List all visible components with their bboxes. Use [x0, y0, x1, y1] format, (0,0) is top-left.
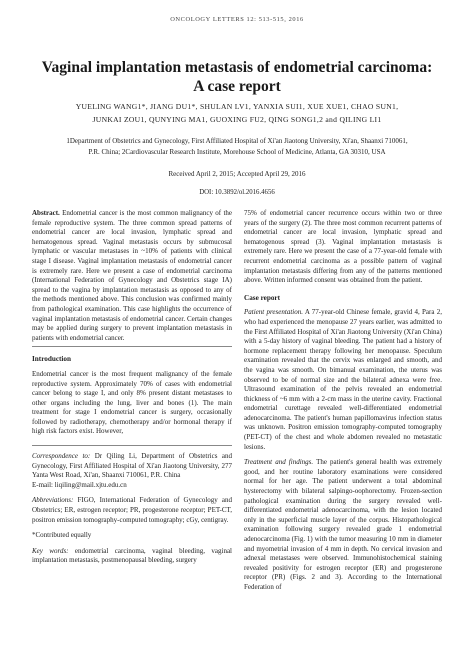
abbreviations-label: Abbreviations:: [32, 496, 74, 505]
affiliation-line-2: P.R. China; 2Cardiovascular Research Institute, Morehouse School of Medicine, Atlanta, GA 30310, USA: [88, 147, 386, 156]
paper-title: [40, 58, 434, 96]
introduction-text: Endometrial cancer is the most frequent malignancy of the female reproductive system. Approximately 70% of cases with endometrial cancer belong to stage I, and only 8% present distant metastases to other organs including the lung, liver and bones (1). The main treatment for stage I endometrial cancer is surgery, occasionally followed by radiotherapy, chemotherapy and/or hormonal therapy if high risk factors exist. However,: [32, 369, 232, 436]
correspondence-note: [32, 452, 232, 490]
affiliation-line-1: 1Department of Obstetrics and Gynecology, First Affiliated Hospital of Xi'an Jiaotong University, Xi'an, Shaanxi 710061,: [66, 137, 408, 145]
keywords-note: [32, 547, 232, 566]
abbreviations-text: FIGO, International Federation of Gynecology and Obstetrics; ER, estrogen receptor; PR, progesterone receptor; PET-CT, positron emission tomography-computed tomography; cGy, centigray.: [32, 496, 233, 524]
patient-presentation-paragraph: [244, 308, 442, 452]
keywords-text: endometrial carcinoma, vaginal bleeding, vaginal implantation metastasis, postmenopausal bleeding, surgery: [32, 546, 232, 565]
journal-running-header: ONCOLOGY LETTERS 12: 513-515, 2016: [170, 16, 304, 23]
author-line-2: JUNKAI ZOU1, QUNYING MA1, GUOXING FU2, QING SONG1,2 and QILING LI1: [92, 115, 382, 124]
patient-presentation-text: A 77-year-old Chinese female, gravid 4, Para 2, who had experienced the menopause 27 years earlier, was admitted to the First Affiliated Hospital of Xi'an Jiaotong University (Xi'an China) with a 5-day history of vaginal bleeding. The patient had a history of hormone replacement therapy following her menopause. Speculum examination revealed that the cervix was enlarged and smooth, and the vagina was smooth. On bimanual examination, the uterus was observed to be of normal size and the bilateral adnexa were free. Ultrasound examination of the pelvis revealed an endometrial thickness of ~6 mm with a 2-cm mass in the uterine cavity. Fractional endometrial curettage revealed well-differentiated endometrial adenocarcinoma. The patient's human papillomavirus infection status was unknown. Positron emission tomography-computed tomography (PET-CT) of the chest and whole abdomen revealed no metastatic lesions.: [244, 308, 442, 451]
patient-presentation-label: Patient presentation.: [244, 308, 303, 317]
right-column: [244, 209, 442, 593]
case-report-heading: Case report: [244, 293, 280, 302]
correspondence-label: Correspondence to:: [32, 452, 91, 461]
abstract-label: Abstract.: [32, 209, 60, 217]
left-column: [32, 209, 232, 572]
keywords-label: Key words:: [32, 546, 69, 555]
abbreviations-note: [32, 496, 232, 525]
introduction-continued: 75% of endometrial cancer recurrence occurs within two or three years of the surgery (2). The three most common recurrent patterns of endometrial cancer are local invasion, lymphatic spread and hematogenous spread (3). Vaginal implantation metastasis is extremely rare. Here we present the case of a 77-year-old female with recurrent endometrial carcinoma as a possible pattern of vaginal implantation metastasis differing from any of the patterns mentioned above. Written informed consent was obtained from the patient.: [244, 209, 442, 285]
introduction-heading: Introduction: [32, 355, 72, 364]
author-list: [40, 100, 434, 126]
affiliations: [36, 136, 438, 157]
correspondence-text: Dr Qiling Li, Department of Obstetrics and Gynecology, First Affiliated Hospital of Xi'an Jiaotong University, 277 Yanta West Road, Xi'an, Shaanxi 710061, P.R. China: [32, 452, 232, 480]
treatment-findings-label: Treatment and findings.: [244, 458, 314, 467]
treatment-findings-text: The patient's general health was extremely good, and her routine laboratory examinations were considered normal for her age. The patient underwent a total abdominal hysterectomy with bilateral salpingo-oophorectomy. Frozen-section pathological examination during the surgery revealed well-differentiated endometrial adenocarcinoma, with the lesion located only in the superficial muscle layer of the corpus. Histopathological examination following surgery revealed grade 1 endometrial adenocarcinoma (Fig. 1) with the tumor measuring 10 mm in diameter and myometrial invasion of 4 mm in depth. No cervical invasion and adnexal metastases were observed. Immunohistochemical staining revealed positivity for estrogen receptor (ER) and progesterone receptor (PR) (Figs. 2 and 3). According to the International Federation of: [244, 458, 442, 591]
doi-link[interactable]: DOI: 10.3892/ol.2016.4656: [199, 189, 275, 196]
abstract-text: Endometrial cancer is the most common malignancy of the female reproductive system. The three common spread patterns of endometrial cancer are local invasion, lymphatic spread and hematogenous spread. Vaginal metastasis occurs by submucosal lymphatic or vascular metastases in ~10% of patients with clinical stage I disease. Vaginal implantation metastasis of endometrial cancer is extremely rare. Here we present a case of endometrial carcinoma (International Federation of Gynecology and Obstetrics stage IA) spread to the vagina by implantation metastasis as opposed to any of the methods mentioned above. This conclusion was confirmed mainly from pathological examination. This case highlights the occurrence of vaginal implantation metastasis of endometrial cancer. Certain changes may be applied during surgery to prevent implantation metastasis in patients with endometrial cancer.: [32, 209, 232, 342]
received-accepted-dates: Received April 2, 2015; Accepted April 29, 2016: [168, 170, 306, 178]
title-line-1: Vaginal implantation metastasis of endometrial carcinoma:: [41, 59, 433, 76]
title-line-2: A case report: [193, 78, 281, 95]
author-line-1: YUELING WANG1*, JIANG DU1*, SHULAN LV1, YANXIA SUI1, XUE XUE1, CHAO SUN1,: [75, 102, 399, 111]
footnote-divider: [32, 445, 232, 446]
treatment-findings-paragraph: [244, 458, 442, 592]
contributed-equally-note: *Contributed equally: [32, 531, 92, 540]
abstract-block: [32, 209, 232, 347]
correspondence-email[interactable]: E-mail: liqiling@mail.xjtu.edu.cn: [32, 480, 127, 489]
